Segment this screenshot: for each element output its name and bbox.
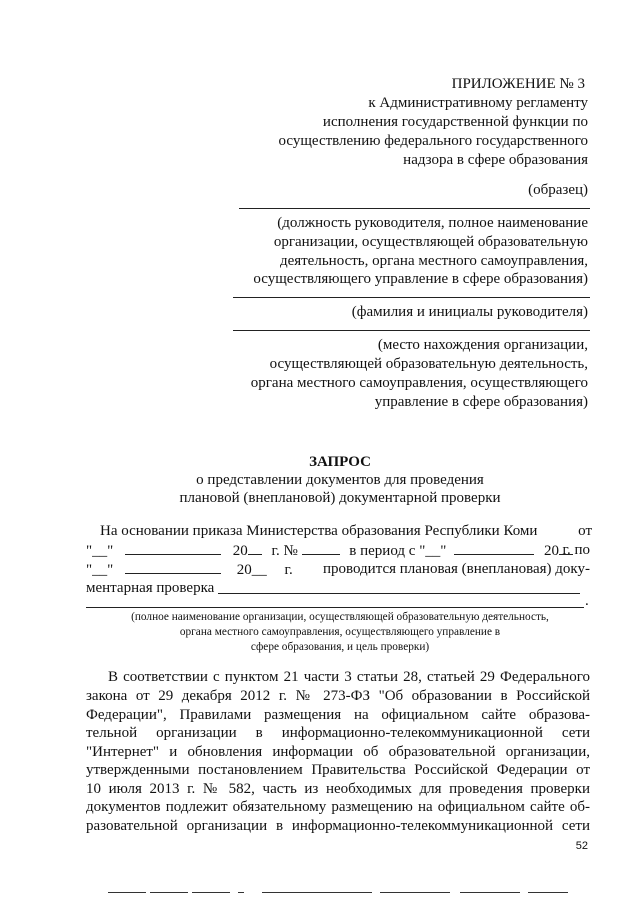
basis-line-2	[86, 541, 590, 561]
body-line: "Интернет" и обновления информации об образовательной организации,	[86, 744, 590, 760]
body-line: разовательной организации в информационно-телекоммуникационной сети	[86, 818, 590, 834]
position-blank-line	[239, 208, 590, 209]
scan-artifact	[150, 892, 188, 893]
appendix-line: исполнения государственной функции по	[322, 114, 588, 130]
appendix-line: осуществлению федерального государственного	[278, 133, 588, 149]
inspection-blank-line	[218, 593, 580, 594]
body-line: закона от 29 декабря 2012 г. № 273-ФЗ "Об образовании в Российской	[86, 688, 590, 704]
request-title: ЗАПРОС	[309, 454, 371, 470]
inspection-blank-line	[86, 607, 584, 608]
basis-text: ментарная проверка	[86, 580, 215, 596]
day-field: "__"	[86, 562, 114, 578]
address-blank-line	[233, 330, 590, 331]
appendix-line: надзора в сфере образования	[403, 152, 588, 168]
year-field: 20__	[236, 562, 267, 578]
sample-label: (образец)	[528, 182, 588, 198]
scan-artifact	[380, 892, 450, 893]
scan-artifact	[108, 892, 146, 893]
scan-artifact	[192, 892, 230, 893]
month-blank	[125, 541, 221, 555]
period-to-label: г. по	[562, 542, 590, 558]
day-field: "__"	[86, 543, 114, 559]
basis-hint: органа местного самоуправления, осуществляющего управление в	[179, 626, 501, 638]
order-number-blank	[302, 541, 340, 555]
position-hint: организации, осуществляющей образовательную	[273, 234, 588, 250]
year-blank	[248, 541, 262, 555]
scan-artifact	[460, 892, 520, 893]
name-hint: (фамилия и инициалы руководителя)	[351, 304, 588, 320]
basis-line-1	[100, 522, 592, 541]
month-blank	[454, 541, 534, 555]
address-hint: (место нахождения организации,	[377, 337, 588, 353]
appendix-line: к Административному регламенту	[368, 95, 588, 111]
basis-line-4	[86, 579, 214, 598]
name-blank-line	[233, 297, 590, 298]
position-hint: (должность руководителя, полное наименование	[277, 215, 588, 231]
year-field: 20	[543, 543, 559, 559]
scan-artifact	[262, 892, 372, 893]
basis-hint: (полное наименование организации, осуществляющей образовательную деятельность,	[131, 611, 549, 623]
order-number-label: г. №	[271, 543, 298, 559]
body-line: тельной организации в информационно-телекоммуникационной сети	[86, 725, 590, 741]
line-end-dot: .	[585, 593, 589, 609]
body-line: В соответствии с пунктом 21 части 3 статьи 28, статьей 29 Федерального	[108, 669, 590, 685]
period-label: в период с	[349, 543, 416, 559]
request-subtitle: о представлении документов для проведения	[196, 472, 484, 488]
scan-artifact	[528, 892, 568, 893]
month-blank	[125, 560, 221, 574]
basis-hint: сфере образования, и цель проверки)	[250, 641, 430, 653]
body-line: 10 июля 2013 г. № 582, часть из необходимых для проведения проверки	[86, 781, 590, 797]
body-line: документов подлежит обязательному размещению на официальном сайте об-	[86, 799, 590, 815]
day-field: "__"	[419, 543, 447, 559]
body-line: утвержденными постановлением Правительства Российской Федерации от	[86, 762, 590, 778]
page-number: 52	[575, 840, 588, 852]
basis-text: На основании приказа Министерства образования Республики Коми	[100, 523, 538, 539]
body-line: Федерации", Правилами размещения на официальном сайте образова-	[86, 707, 590, 723]
basis-text: от	[578, 523, 592, 539]
appendix-title: ПРИЛОЖЕНИЕ № 3	[451, 76, 585, 92]
request-subtitle: плановой (внеплановой) документарной проверки	[179, 490, 501, 506]
position-hint: осуществляющего управление в сфере образования)	[253, 271, 588, 287]
year-field: 20	[232, 543, 248, 559]
basis-text: проводится плановая (внеплановая) доку-	[322, 561, 590, 577]
year-label: г.	[284, 562, 293, 578]
basis-line-3	[86, 560, 590, 580]
scan-artifact	[238, 892, 244, 893]
position-hint: деятельность, органа местного самоуправления,	[279, 253, 588, 269]
address-hint: органа местного самоуправления, осуществляющего	[250, 375, 588, 391]
address-hint: управление в сфере образования)	[374, 394, 588, 410]
address-hint: осуществляющей образовательную деятельность,	[269, 356, 588, 372]
